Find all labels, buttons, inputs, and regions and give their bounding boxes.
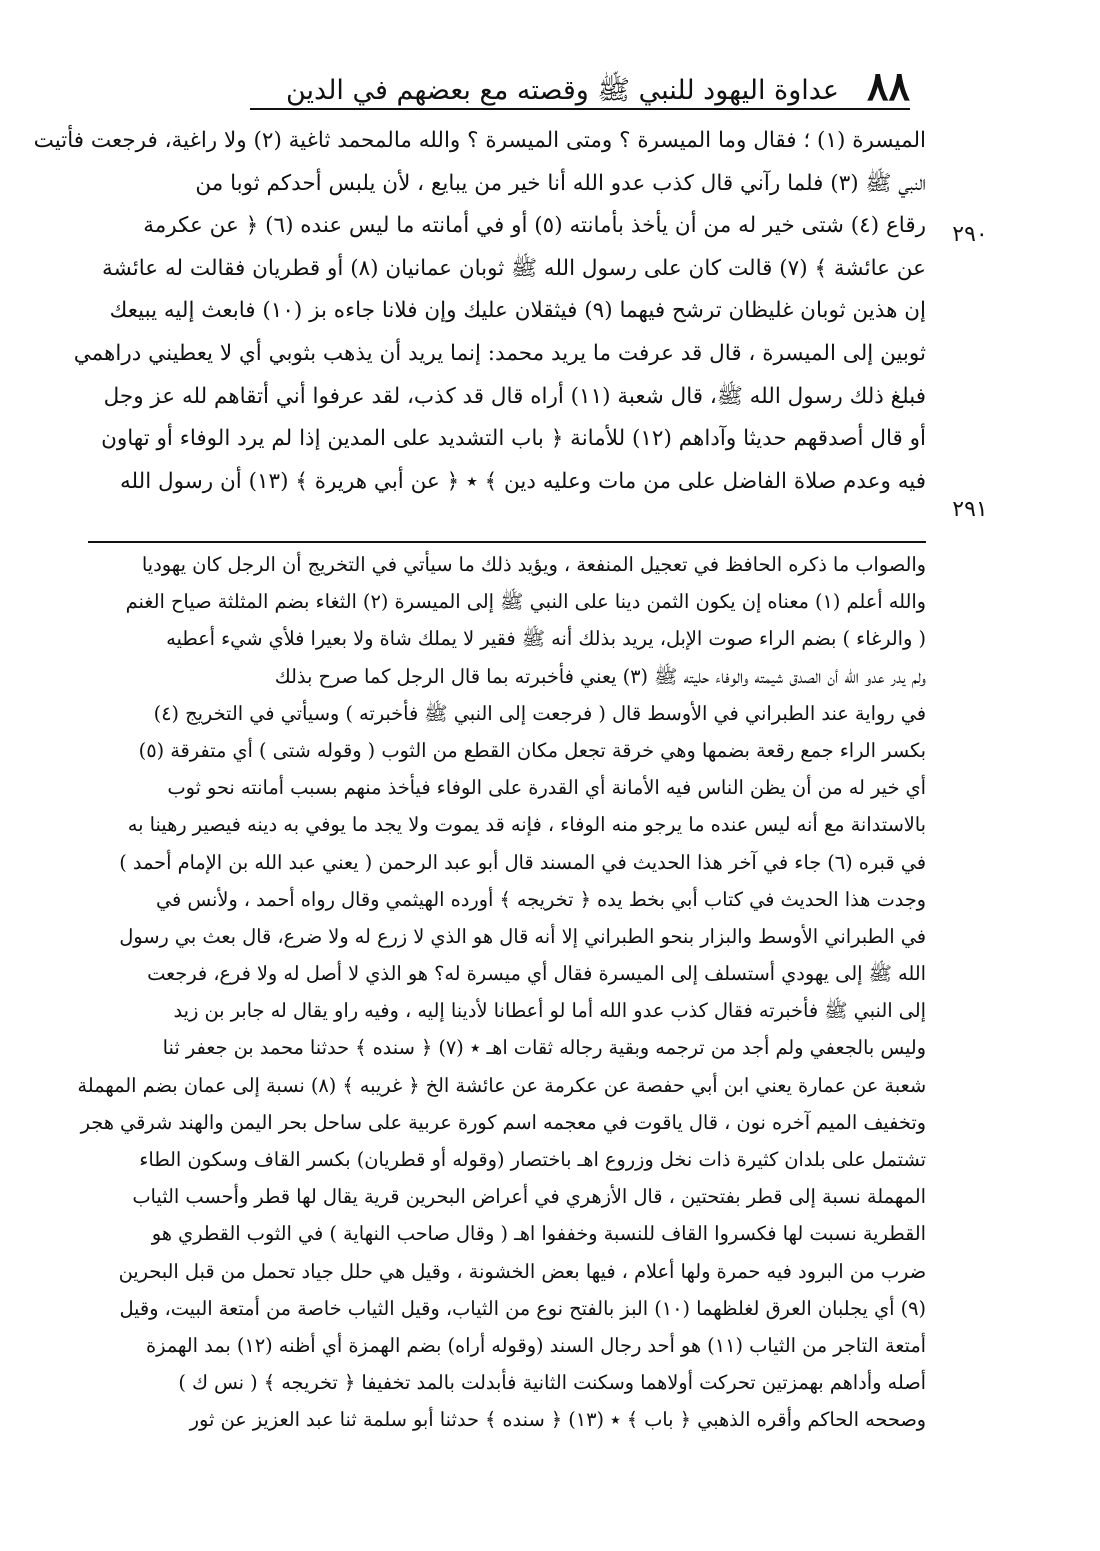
page-header xyxy=(250,55,910,110)
footnote-line: الله ﷺ إلى يهودي أستسلف إلى الميسرة فقال أي ميسرة له؟ هو الذي لا أصل له ولا فرع، فرجعت xyxy=(147,962,926,986)
text-line: إن هذين ثوبان غليظان ترشح فيهما (٩) فيثقلان عليك وإن فلانا جاءه بز (١٠) فابعث إليه يبيعك xyxy=(109,298,926,324)
footnote-line: أي خير له من أن يظن الناس فيه الأمانة أي القدرة على الوفاء فيأخذ منهم بسبب أمانته نحو ثوب xyxy=(167,776,926,800)
footnote-line: في قبره (٦) جاء في آخر هذا الحديث في المسند قال أبو عبد الرحمن ( يعني عبد الله بن الإمام أحمد ) xyxy=(119,850,926,874)
footnote-line: ولم يدر عدو الله أن الصدق شيمته والوفاء حليته ﷺ (٣) يعني فأخبرته بما قال الرجل كما صرح بذلك xyxy=(274,664,926,688)
footnote-line: وجدت هذا الحديث في كتاب أبي بخط يده ﴿ تخريجه ﴾ أورده الهيثمي وقال رواه أحمد ، ولأنس في xyxy=(155,887,926,911)
footnote-line: تشتمل على بلدان كثيرة ذات نخل وزروع اهـ باختصار (وقوله أو قطريان) بكسر القاف وسكون الطاء xyxy=(139,1148,926,1171)
footnote-divider xyxy=(88,541,926,543)
footnote-line: والله أعلم (١) معناه إن يكون الثمن دينا على النبي ﷺ إلى الميسرة (٢) الثغاء بضم المثلثة صياح الغنم xyxy=(125,590,926,614)
footnotes-block xyxy=(77,546,926,1439)
header-divider xyxy=(250,108,910,110)
text-line: فيه وعدم صلاة الفاضل على من مات وعليه دين ﴾ ٭ ﴿ عن أبي هريرة ﴾ (١٣) أن رسول الله xyxy=(120,468,926,494)
footnote-line: بالاستدانة مع أنه ليس عنده ما يرجو منه الوفاء ، فإنه قد يموت ولا يجد ما يوفي به دينه فيصير رهينا به xyxy=(127,813,926,837)
footnote-line: في الطبراني الأوسط والبزار بنحو الطبراني إلا أنه قال هو الذي لا زرع له ولا ضرع، قال بعث بي رسول xyxy=(119,924,926,948)
footnote-line: وصححه الحاكم وأقره الذهبي ﴿ باب ﴾ ٭ (١٣) ﴿ سنده ﴾ حدثنا أبو سلمة ثنا عبد العزيز عن ثور xyxy=(189,1408,926,1432)
text-line: الميسرة (١) ؛ فقال وما الميسرة ؟ ومتى الميسرة ؟ والله مالمحمد ثاغية (٢) ولا راغية، فرجعت فأتيت xyxy=(33,128,926,153)
footnote-line: وليس بالجعفي ولم أجد من ترجمه وبقية رجاله ثقات اهـ ٭ (٧) ﴿ سنده ﴾ حدثنا محمد بن جعفر ثنا xyxy=(162,1036,926,1060)
footnote-line: المهملة نسبة إلى قطر بفتحتين ، قال الأزهري في أعراض البحرين قرية يقال لها قطر وأحسب الثياب xyxy=(132,1185,926,1209)
hadith-number: ٢٩١ xyxy=(952,497,988,522)
text-line: عن عائشة ﴾ (٧) قالت كان على رسول الله ﷺ ثوبان عمانيان (٨) أو قطريان فقالت له عائشة xyxy=(102,255,926,281)
text-line: فبلغ ذلك رسول الله ﷺ، قال شعبة (١١) أراه قال قد كذب، لقد عرفوا أني أتقاهم لله عز وجل xyxy=(103,383,926,409)
footnote-line: أمتعة التاجر من الثياب (١١) هو أحد رجال السند (وقوله أراه) بضم الهمزة أي أظنه (١٢) بمد الهمزة xyxy=(145,1333,926,1357)
text-line: رقاع (٤) شتى خير له من أن يأخذ بأمانته (٥) أو في أمانته ما ليس عنده (٦) ﴿ عن عكرمة xyxy=(143,213,926,239)
footnote-line: والصواب ما ذكره الحافظ في تعجيل المنفعة ، ويؤيد ذلك ما سيأتي في التخريج أن الرجل كان يهوديا xyxy=(141,553,926,576)
text-line: النبي ﷺ (٣) فلما رآني قال كذب عدو الله أنا خير من يبايع ، لأن يلبس أحدكم ثوبا من xyxy=(195,170,926,196)
hadith-number-margin xyxy=(935,0,1005,560)
footnote-line: (٩) أي يجلبان العرق لغلظهما (١٠) البز بالفتح نوع من الثياب، وقيل الثياب خاصة من أمتعة البيت، وقيل xyxy=(119,1296,926,1320)
footnote-line: ضرب من البرود فيه حمرة ولها أعلام ، فيها بعض الخشونة ، وقيل هي حلل جياد تحمل من قبل البحرين xyxy=(118,1259,926,1283)
footnote-line: وتخفيف الميم آخره نون ، قال ياقوت في معجمه اسم كورة عربية على ساحل بحر اليمن والهند شرقي هجر xyxy=(80,1110,926,1134)
running-title: عداوة اليهود للنبي ﷺ وقصته مع بعضهم في الدين xyxy=(285,74,840,106)
main-text-block xyxy=(33,120,926,503)
footnote-line: إلى النبي ﷺ فأخبرته فقال كذب عدو الله أما لو أعطانا لأدينا إليه ، وفيه راو يقال له جابر بن زيد xyxy=(173,999,926,1023)
footnote-line: ( والرغاء ) بضم الراء صوت الإبل، يريد بذلك أنه ﷺ فقير لا يملك شاة ولا بعيرا فلأي شيء أعطيه xyxy=(166,627,926,651)
footnote-line: في رواية عند الطبراني في الأوسط قال ( فرجعت إلى النبي ﷺ فأخبرته ) وسيأتي في التخريج (٤) xyxy=(153,701,926,725)
hadith-number: ٢٩٠ xyxy=(952,222,988,247)
text-line: ثوبين إلى الميسرة ، قال قد عرفت ما يريد محمد: إنما يريد أن يذهب بثوبي أي لا يعطيني دراهمي xyxy=(73,340,926,366)
footnote-line: شعبة عن عمارة يعني ابن أبي حفصة عن عكرمة عن عائشة الخ ﴿ غريبه ﴾ (٨) نسبة إلى عمان بضم المهملة xyxy=(77,1073,926,1097)
page-number: ٨٨ xyxy=(867,63,910,110)
text-line: أو قال أصدقهم حديثا وآداهم (١٢) للأمانة ﴿ باب التشديد على المدين إذا لم يرد الوفاء أو تهاون xyxy=(101,426,926,452)
footnote-line: بكسر الراء جمع رقعة بضمها وهي خرقة تجعل مكان القطع من الثوب ( وقوله شتى ) أي متفرقة (٥) xyxy=(138,738,926,762)
footnote-line: أصله وأداهم بهمزتين تحركت أولاهما وسكنت الثانية فأبدلت بالمد تخفيفا ﴿ تخريجه ﴾ ( نس ك ) xyxy=(178,1371,926,1395)
footnote-line: القطرية نسبت لها فكسروا القاف للنسبة وخففوا اهـ ( وقال صاحب النهاية ) في الثوب القطري هو xyxy=(151,1222,926,1246)
